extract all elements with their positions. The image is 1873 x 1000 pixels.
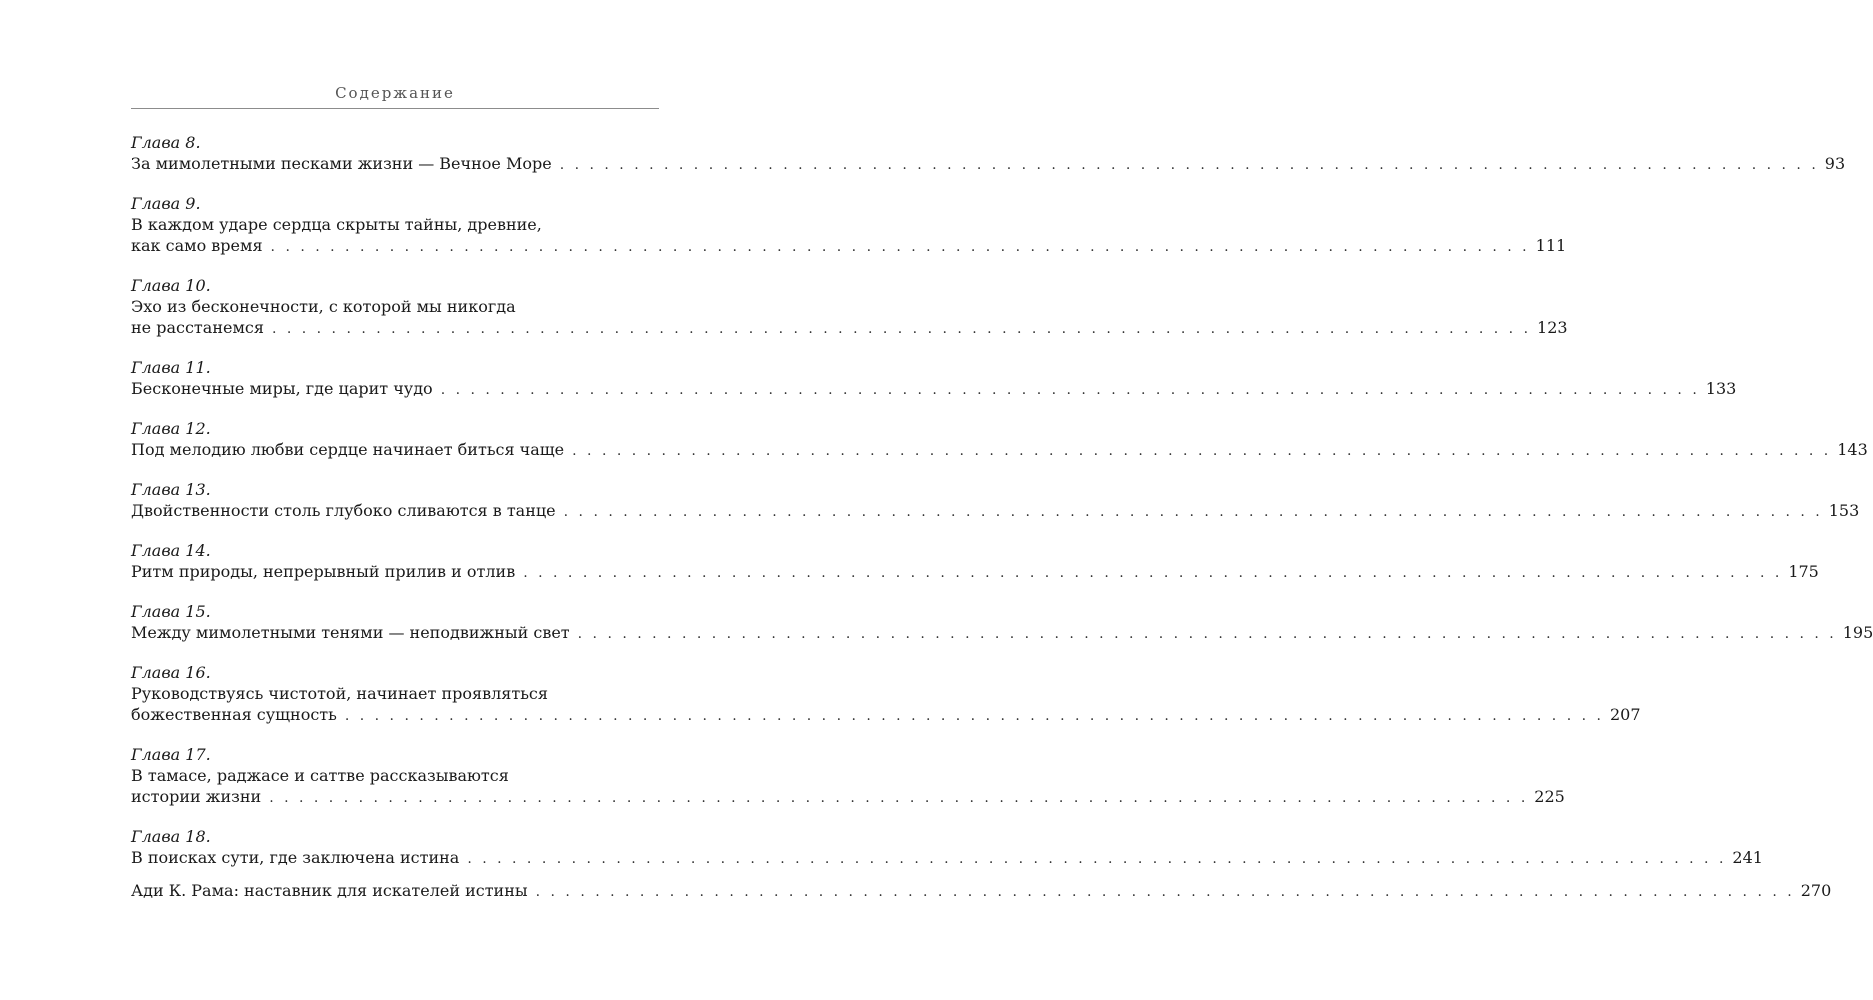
page-number: 195 [1842, 623, 1873, 642]
chapter-title: Двойственности столь глубоко сливаются в танце [131, 501, 556, 520]
chapter-title: Ади К. Рама: наставник для искателей истины [131, 881, 528, 900]
page-number: 153 [1828, 501, 1860, 520]
chapter-label: Глава 11. [131, 358, 211, 377]
toc-line [131, 439, 1868, 462]
toc-line [131, 622, 1873, 645]
toc-line [131, 500, 1860, 523]
page-number: 123 [1537, 318, 1568, 337]
toc-line [131, 704, 1641, 727]
chapter-label: Глава 18. [131, 827, 211, 846]
toc-entry-chapter-10[interactable] [131, 275, 1568, 340]
chapter-title: как само время [131, 236, 263, 255]
chapter-label: Глава 9. [131, 194, 201, 213]
dot-leader: . . . . . . . . . . . . . . . . . . . . . . . . . . . . . . . . . . . . . . . . . . . . . . . . . . . . . . . . . . . . . . . . . . . . . . . . . . . . . . . . . . . . . [523, 565, 1783, 581]
page-number: 111 [1535, 236, 1567, 255]
header-rule [131, 108, 659, 109]
page-number: 241 [1732, 848, 1763, 867]
page-number: 175 [1788, 562, 1819, 581]
dot-leader: . . . . . . . . . . . . . . . . . . . . . . . . . . . . . . . . . . . . . . . . . . . . . . . . . . . . . . . . . . . . . . . . . . . . . . . . . . . . . . . . . . . . . [269, 790, 1529, 806]
toc-entry-author[interactable] [131, 880, 1832, 903]
page-number: 133 [1705, 379, 1737, 398]
chapter-title: Бесконечные миры, где царит чудо [131, 379, 433, 398]
chapter-label: Глава 15. [131, 602, 211, 621]
chapter-title: истории жизни [131, 787, 262, 806]
chapter-title: В поисках сути, где заключена истина [131, 848, 460, 867]
chapter-title: Между мимолетными тенями — неподвижный свет [131, 623, 570, 642]
dot-leader: . . . . . . . . . . . . . . . . . . . . . . . . . . . . . . . . . . . . . . . . . . . . . . . . . . . . . . . . . . . . . . . . . . . . . . . . . . . . . . . . . . . . . [535, 884, 1795, 900]
toc-entry-chapter-17[interactable] [131, 744, 1565, 809]
running-header: Содержание [335, 84, 455, 102]
toc-entry-chapter-14[interactable] [131, 540, 1819, 584]
chapter-title-line: В тамасе, раджасе и саттве рассказываются [131, 766, 509, 785]
chapter-title: не расстанемся [131, 318, 264, 337]
toc-line [131, 153, 1846, 176]
dot-leader: . . . . . . . . . . . . . . . . . . . . . . . . . . . . . . . . . . . . . . . . . . . . . . . . . . . . . . . . . . . . . . . . . . . . . . . . . . . . . . . . . . . . . [271, 321, 1532, 337]
page-number: 207 [1609, 705, 1641, 724]
chapter-label: Глава 16. [131, 663, 211, 682]
chapter-title: божественная сущность [131, 705, 337, 724]
dot-leader: . . . . . . . . . . . . . . . . . . . . . . . . . . . . . . . . . . . . . . . . . . . . . . . . . . . . . . . . . . . . . . . . . . . . . . . . . . . . . . . . . . . . . [577, 626, 1837, 642]
chapter-label: Глава 17. [131, 745, 211, 764]
chapter-label: Глава 10. [131, 276, 211, 295]
chapter-label: Глава 12. [131, 419, 211, 438]
dot-leader: . . . . . . . . . . . . . . . . . . . . . . . . . . . . . . . . . . . . . . . . . . . . . . . . . . . . . . . . . . . . . . . . . . . . . . . . . . . . . . . . . . . . . [563, 504, 1823, 520]
dot-leader: . . . . . . . . . . . . . . . . . . . . . . . . . . . . . . . . . . . . . . . . . . . . . . . . . . . . . . . . . . . . . . . . . . . . . . . . . . . . . . . . . . . . . [572, 443, 1832, 459]
toc-entry-chapter-13[interactable] [131, 479, 1860, 523]
dot-leader: . . . . . . . . . . . . . . . . . . . . . . . . . . . . . . . . . . . . . . . . . . . . . . . . . . . . . . . . . . . . . . . . . . . . . . . . . . . . . . . . . . . . . [440, 382, 1700, 398]
table-of-contents [131, 132, 1873, 920]
chapter-title: За мимолетными песками жизни — Вечное Море [131, 154, 552, 173]
page-number: 270 [1800, 881, 1832, 900]
toc-entry-chapter-9[interactable] [131, 193, 1567, 258]
chapter-label: Глава 13. [131, 480, 211, 499]
dot-leader: . . . . . . . . . . . . . . . . . . . . . . . . . . . . . . . . . . . . . . . . . . . . . . . . . . . . . . . . . . . . . . . . . . . . . . . . . . . . . . . . . . . . . [559, 157, 1819, 173]
toc-line [131, 880, 1832, 903]
toc-line [131, 561, 1819, 584]
chapter-title: Под мелодию любви сердце начинает биться чаще [131, 440, 565, 459]
toc-entry-chapter-11[interactable] [131, 357, 1737, 401]
dot-leader: . . . . . . . . . . . . . . . . . . . . . . . . . . . . . . . . . . . . . . . . . . . . . . . . . . . . . . . . . . . . . . . . . . . . . . . . . . . . . . . . . . . . . [467, 851, 1727, 867]
chapter-title: Ритм природы, непрерывный прилив и отлив [131, 562, 516, 581]
toc-entry-chapter-8[interactable] [131, 132, 1846, 176]
toc-entry-chapter-12[interactable] [131, 418, 1868, 462]
toc-line [131, 317, 1568, 340]
toc-line [131, 378, 1737, 401]
toc-line [131, 786, 1565, 809]
chapter-title-line: В каждом ударе сердца скрыты тайны, древние, [131, 215, 542, 234]
chapter-label: Глава 8. [131, 133, 201, 152]
page-number: 225 [1534, 787, 1565, 806]
chapter-label: Глава 14. [131, 541, 211, 560]
toc-entry-chapter-15[interactable] [131, 601, 1873, 645]
toc-line [131, 235, 1567, 258]
page-number: 93 [1824, 154, 1846, 173]
dot-leader: . . . . . . . . . . . . . . . . . . . . . . . . . . . . . . . . . . . . . . . . . . . . . . . . . . . . . . . . . . . . . . . . . . . . . . . . . . . . . . . . . . . . . [270, 239, 1530, 255]
page-number: 143 [1837, 440, 1868, 459]
toc-entry-chapter-18[interactable] [131, 826, 1763, 870]
toc-line [131, 847, 1763, 870]
chapter-title-line: Руководствуясь чистотой, начинает проявляться [131, 684, 548, 703]
chapter-title-line: Эхо из бесконечности, с которой мы никогда [131, 297, 516, 316]
dot-leader: . . . . . . . . . . . . . . . . . . . . . . . . . . . . . . . . . . . . . . . . . . . . . . . . . . . . . . . . . . . . . . . . . . . . . . . . . . . . . . . . . . . . . [344, 708, 1604, 724]
toc-entry-chapter-16[interactable] [131, 662, 1641, 727]
